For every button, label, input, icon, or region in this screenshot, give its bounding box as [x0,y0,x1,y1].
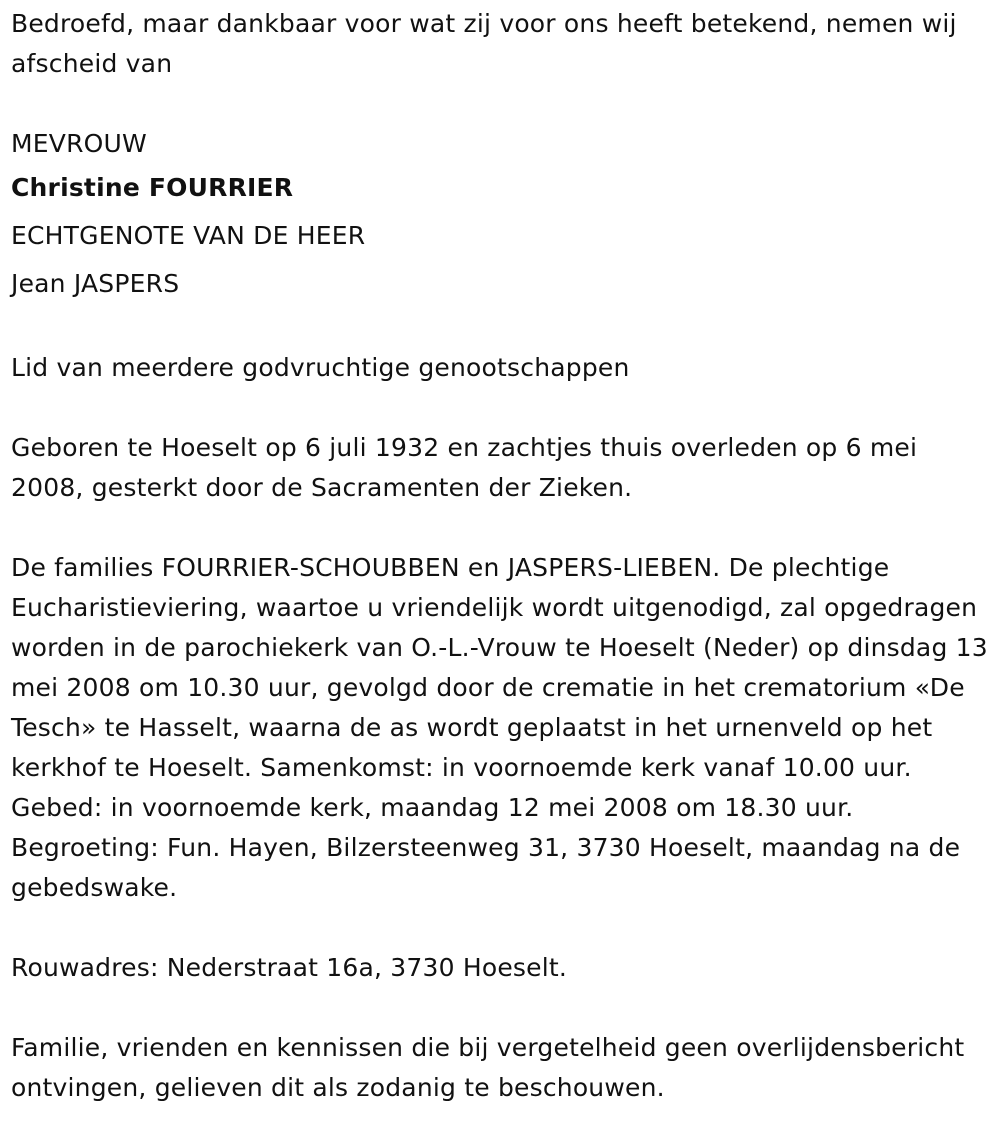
spouse-title: ECHTGENOTE VAN DE HEER [11,221,366,250]
intro-paragraph: Bedroefd, maar dankbaar voor wat zij voor ons heeft betekend, nemen wij afscheid van [11,9,957,78]
mourning-address: Rouwadres: Nederstraat 16a, 3730 Hoeselt. [11,953,568,982]
salutation: MEVROUW [11,129,147,158]
closing-paragraph: Familie, vrienden en kennissen die bij vergetelheid geen overlijdensbericht ontvingen, gelieven dit als zodanig te beschouwen. [11,1033,965,1102]
ceremony-paragraph: De families FOURRIER-SCHOUBBEN en JASPERS-LIEBEN. De plechtige Eucharistieviering, waartoe u vriendelijk wordt uitgenodigd, zal opgedragen worden in de parochiekerk van O.-L.-Vrouw te Hoeselt (Neder) op dinsdag 13 mei 2008 om 10.30 uur, gevolgd door de crematie in het crematorium «De Tesch» te Hasselt, waarna de as wordt geplaatst in het urnenveld op het kerkhof te Hoeselt. Samenkomst: in voornoemde kerk vanaf 10.00 uur. Gebed: in voornoemde kerk, maandag 12 mei 2008 om 18.30 uur. Begroeting: Fun. Hayen, Bilzersteenweg 31, 3730 Hoeselt, maandag na de gebedswake. [11,553,988,902]
membership-paragraph: Lid van meerdere godvruchtige genootschappen [11,353,630,382]
birth-death-paragraph: Geboren te Hoeselt op 6 juli 1932 en zachtjes thuis overleden op 6 mei 2008, gesterkt door de Sacramenten der Zieken. [11,433,918,502]
obituary-notice [11,4,996,1108]
deceased-name: Christine FOURRIER [11,173,294,202]
spouse-name: Jean JASPERS [11,269,180,298]
